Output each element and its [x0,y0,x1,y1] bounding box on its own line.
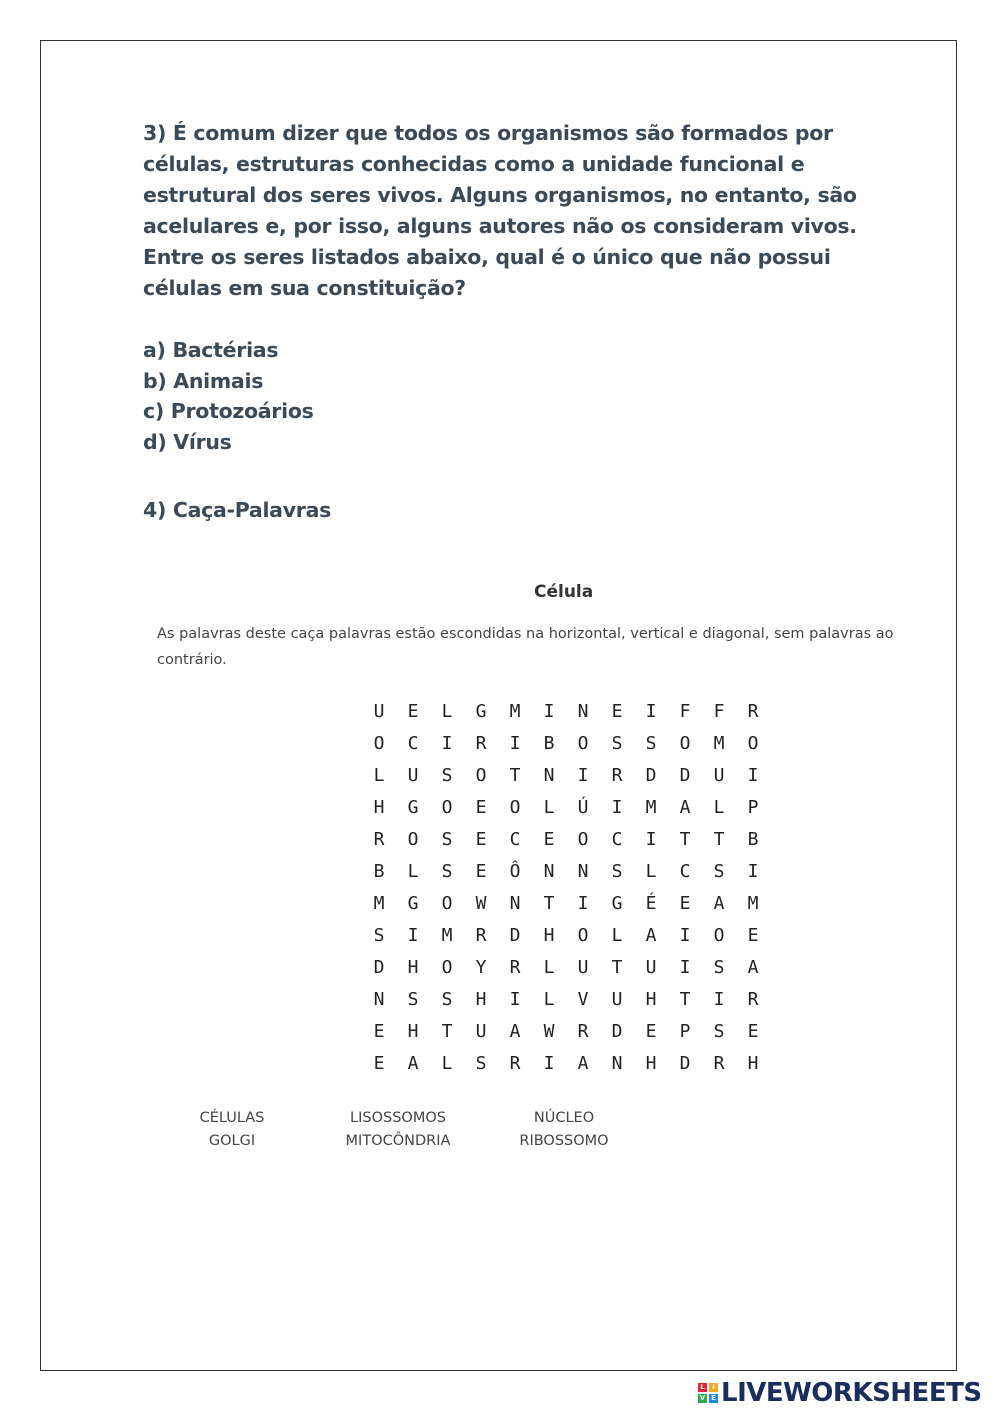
grid-cell: M [509,701,521,722]
wordsearch-instructions [157,621,957,673]
grid-cell: I [577,765,589,786]
grid-cell: N [543,861,555,882]
grid-cell: T [543,893,555,914]
grid-cell: I [747,765,759,786]
grid-cell: B [543,733,555,754]
grid-cell: E [679,893,691,914]
grid-cell: C [509,829,521,850]
grid-cell: P [747,797,759,818]
grid-cell: W [475,893,487,914]
option-b: b) Animais [143,368,264,393]
grid-cell: S [713,957,725,978]
word-list-column-2 [334,1107,462,1153]
grid-cell: O [713,925,725,946]
grid-cell: R [577,1021,589,1042]
grid-cell: L [543,989,555,1010]
grid-cell: I [509,989,521,1010]
grid-cell: Y [475,957,487,978]
option-c: c) Protozoários [143,399,314,423]
grid-cell: U [645,957,657,978]
grid-cell: I [441,733,453,754]
grid-cell: O [441,893,453,914]
grid-cell: O [373,733,385,754]
grid-cell: G [407,893,419,914]
grid-cell: O [577,925,589,946]
grid-cell: S [611,733,623,754]
grid-cell: L [407,861,419,882]
grid-cell: C [679,861,691,882]
grid-cell: T [509,765,521,786]
grid-cell: U [407,765,419,786]
grid-cell: S [441,861,453,882]
grid-cell: F [679,701,691,722]
grid-cell: M [373,893,385,914]
grid-cell: B [373,861,385,882]
grid-cell: V [577,989,589,1010]
grid-cell: N [611,1053,623,1074]
grid-cell: D [611,1021,623,1042]
grid-cell: L [543,957,555,978]
grid-cell: L [543,797,555,818]
grid-cell: N [373,989,385,1010]
grid-cell: H [543,925,555,946]
word-item: CÉLULAS [199,1110,265,1126]
option-a: a) Bactérias [143,338,279,362]
grid-cell: S [611,861,623,882]
grid-cell: M [713,733,725,754]
grid-cell: D [373,957,385,978]
grid-cell: P [679,1021,691,1042]
grid-cell: U [373,701,385,722]
grid-cell: E [543,829,555,850]
grid-cell: I [645,829,657,850]
grid-cell: E [373,1053,385,1074]
grid-cell: U [475,1021,487,1042]
grid-cell: R [475,925,487,946]
grid-cell: S [373,925,385,946]
grid-cell: I [645,701,657,722]
grid-cell: N [577,861,589,882]
grid-cell: A [577,1053,589,1074]
option-d: d) Vírus [143,429,232,454]
word-item: GOLGI [208,1133,256,1149]
grid-cell: T [679,829,691,850]
question-3-options [143,335,314,457]
word-item: RIBOSSOMO [519,1133,609,1149]
grid-cell: R [611,765,623,786]
grid-cell: A [747,957,759,978]
grid-cell: R [509,1053,521,1074]
grid-cell: A [679,797,691,818]
grid-cell: R [747,701,759,722]
grid-cell: O [441,797,453,818]
grid-cell: L [611,925,623,946]
grid-cell: D [679,1053,691,1074]
instructions-line-1: As palavras deste caça palavras estão escondidas na horizontal, vertical e diagonal, sem palavras ao [157,626,894,642]
logo-text: LIVEWORKSHEETS [721,1378,982,1408]
grid-cell: S [475,1053,487,1074]
grid-cell: O [509,797,521,818]
logo-mark-square: V [699,1394,706,1402]
question-3-text: 3) É comum dizer que todos os organismos são formados por células, estruturas conhecidas como a unidade funcional e estrutural dos seres vivos. Alguns organismos, no entanto, são acelulares e, por isso, alguns autores não os consideram vivos. Entre os seres listados abaixo, qual é o único que não possui células em sua constituição? [143,121,857,300]
word-list-column-1 [186,1107,278,1153]
word-list-column-3 [508,1107,620,1153]
grid-cell: O [407,829,419,850]
grid-cell: E [407,701,419,722]
logo-mark-square: L [698,1383,707,1392]
grid-cell: R [475,733,487,754]
grid-cell: E [611,701,623,722]
grid-cell: D [509,925,521,946]
grid-cell: T [611,957,623,978]
grid-cell: G [475,701,487,722]
grid-cell: Ú [577,797,589,818]
grid-cell: T [713,829,725,850]
grid-cell: G [611,893,623,914]
grid-cell: T [679,989,691,1010]
instructions-line-2: contrário. [157,652,227,668]
grid-cell: B [747,829,759,850]
grid-cell: L [645,861,657,882]
grid-cell: O [577,829,589,850]
grid-cell: S [407,989,419,1010]
grid-cell: E [373,1021,385,1042]
grid-cell: L [713,797,725,818]
grid-cell: H [475,989,487,1010]
grid-cell: I [543,1053,555,1074]
question-4-title: 4) Caça-Palavras [143,498,332,522]
grid-cell: O [441,957,453,978]
grid-cell: G [407,797,419,818]
grid-cell: H [407,957,419,978]
grid-cell: I [577,893,589,914]
grid-cell: O [577,733,589,754]
grid-cell: N [577,701,589,722]
grid-cell: E [475,797,487,818]
grid-cell: M [645,797,657,818]
grid-cell: I [611,797,623,818]
grid-cell: I [407,925,419,946]
word-item: LISOSSOMOS [350,1110,446,1126]
grid-cell: A [713,893,725,914]
grid-cell: R [373,829,385,850]
grid-cell: R [509,957,521,978]
grid-cell: L [441,701,453,722]
grid-cell: S [441,829,453,850]
grid-cell: I [713,989,725,1010]
wordsearch-grid [362,696,770,1080]
grid-cell: N [509,893,521,914]
grid-cell: I [747,861,759,882]
grid-cell: T [441,1021,453,1042]
grid-cell: H [645,989,657,1010]
grid-cell: H [373,797,385,818]
grid-cell: C [611,829,623,850]
grid-cell: E [475,829,487,850]
grid-cell: E [747,925,759,946]
grid-cell: S [441,765,453,786]
grid-cell: L [441,1053,453,1074]
grid-cell: R [713,1053,725,1074]
grid-cell: S [441,989,453,1010]
logo-mark-icon [698,1383,718,1403]
grid-cell: E [645,1021,657,1042]
grid-cell: S [713,1021,725,1042]
grid-cell: I [679,957,691,978]
grid-cell: U [611,989,623,1010]
word-item: MITOCÔNDRIA [345,1133,451,1149]
grid-cell: A [407,1053,419,1074]
grid-cell: D [645,765,657,786]
grid-cell: D [679,765,691,786]
grid-cell: S [645,733,657,754]
logo-mark-square: E [709,1394,718,1403]
grid-cell: É [645,893,657,914]
grid-cell: A [509,1021,521,1042]
grid-cell: U [577,957,589,978]
grid-cell: H [645,1053,657,1074]
grid-cell: S [713,861,725,882]
grid-cell: M [747,893,759,914]
grid-cell: I [509,733,521,754]
grid-cell: U [713,765,725,786]
logo-mark-square: I [709,1383,718,1392]
liveworksheets-logo [698,1378,982,1408]
grid-cell: E [475,861,487,882]
word-item: NÚCLEO [533,1110,595,1126]
grid-cell: E [747,1021,759,1042]
grid-cell: H [747,1053,759,1074]
grid-cell: W [543,1021,555,1042]
wordsearch-title: Célula [534,582,594,602]
grid-cell: M [441,925,453,946]
grid-cell: Ô [509,861,521,882]
grid-cell: H [407,1021,419,1042]
grid-cell: R [747,989,759,1010]
grid-cell: L [373,765,385,786]
grid-cell: C [407,733,419,754]
grid-cell: O [747,733,759,754]
grid-cell: N [543,765,555,786]
grid-cell: F [713,701,725,722]
grid-cell: A [645,925,657,946]
grid-cell: O [475,765,487,786]
grid-cell: O [679,733,691,754]
grid-cell: I [679,925,691,946]
grid-cell: I [543,701,555,722]
